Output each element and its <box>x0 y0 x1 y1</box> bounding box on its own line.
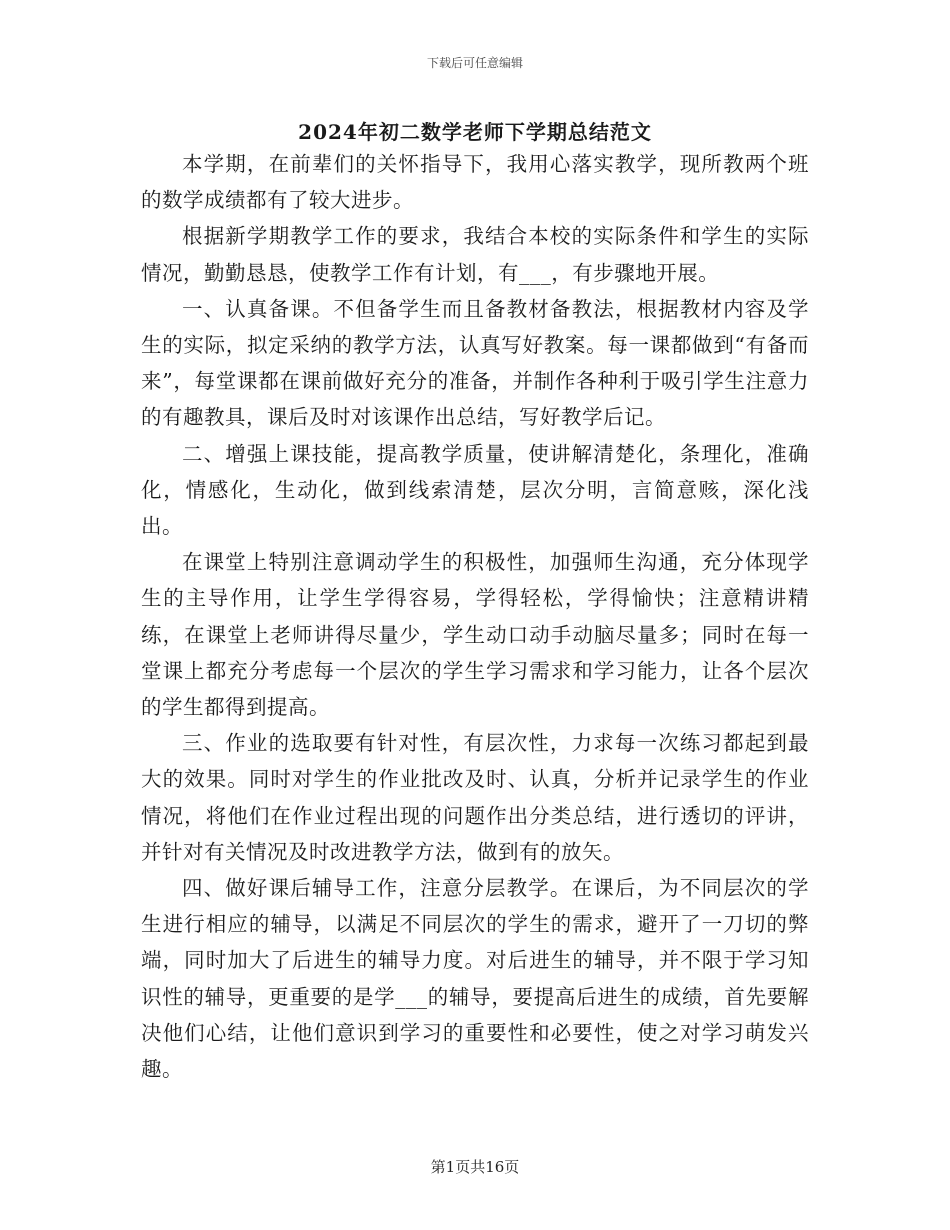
document-body <box>141 146 809 1087</box>
header-note: 下载后可任意编辑 <box>426 56 523 70</box>
paragraph: 二、增强上课技能，提高教学质量，使讲解清楚化，条理化，准确化，情感化，生动化，做到线索清楚，层次分明，言简意赅，深化浅出。 <box>141 441 809 539</box>
paragraph: 根据新学期教学工作的要求，我结合本校的实际条件和学生的实际情况，勤勤恳恳，使教学工作有计划，有___，有步骤地开展。 <box>141 224 809 285</box>
page-number-footer: 第1页共16页 <box>430 1158 520 1176</box>
paragraph: 在课堂上特别注意调动学生的积极性，加强师生沟通，充分体现学生的主导作用，让学生学得容易，学得轻松，学得愉快；注意精讲精练，在课堂上老师讲得尽量少，学生动口动手动脑尽量多；同时在每一堂课上都充分考虑每一个层次的学生学习需求和学习能力，让各个层次的学生都得到提高。 <box>141 550 809 720</box>
paragraph: 一、认真备课。不但备学生而且备教材备教法，根据教材内容及学生的实际，拟定采纳的教学方法，认真写好教案。每一课都做到“有备而来”，每堂课都在课前做好充分的准备，并制作各种利于吸引学生注意力的有趣教具，课后及时对该课作出总结，写好教学后记。 <box>141 296 809 430</box>
document-title: 2024年初二数学老师下学期总结范文 <box>298 120 652 144</box>
paragraph: 三、作业的选取要有针对性，有层次性，力求每一次练习都起到最大的效果。同时对学生的作业批改及时、认真，分析并记录学生的作业情况，将他们在作业过程出现的问题作出分类总结，进行透切的评讲，并针对有关情况及时改进教学方法，做到有的放矢。 <box>141 731 809 864</box>
paragraph: 本学期，在前辈们的关怀指导下，我用心落实教学，现所教两个班的数学成绩都有了较大进步。 <box>141 152 809 213</box>
paragraph: 四、做好课后辅导工作，注意分层教学。在课后，为不同层次的学生进行相应的辅导，以满足不同层次的学生的需求，避开了一刀切的弊端，同时加大了后进生的辅导力度。对后进生的辅导，并不限于学习知识性的辅导，更重要的是学___的辅导，要提高后进生的成绩，首先要解决他们心结，让他们意识到学习的重要性和必要性，使之对学习萌发兴趣。 <box>141 876 809 1082</box>
